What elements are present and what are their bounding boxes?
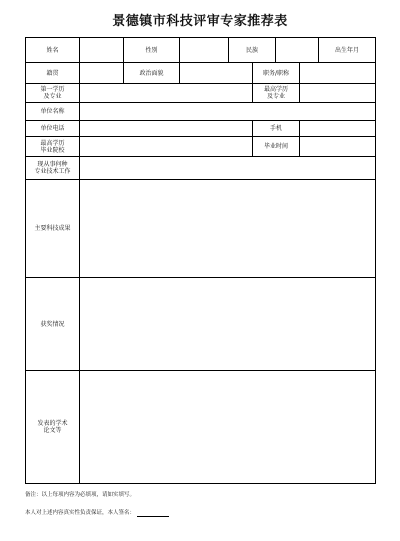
mobile-field[interactable]	[300, 121, 376, 137]
employer-label: 单位名称	[26, 103, 80, 121]
row-phones	[26, 121, 376, 137]
signature-line[interactable]	[137, 510, 169, 517]
row-papers	[26, 371, 376, 484]
political-status-label: 政治面貌	[124, 63, 180, 84]
first-degree-field[interactable]	[80, 84, 253, 103]
graduation-time-field[interactable]	[300, 137, 376, 157]
origin-label: 籍贯	[26, 63, 80, 84]
row-employer	[26, 103, 376, 121]
highest-degree-label: 最高学历 及专业	[253, 84, 300, 103]
recommendation-form-table	[25, 37, 376, 484]
name-label: 姓名	[26, 38, 80, 63]
position-title-field[interactable]	[300, 63, 376, 84]
current-work-field[interactable]	[80, 157, 376, 180]
employer-field[interactable]	[80, 103, 376, 121]
gender-label: 性别	[124, 38, 180, 63]
ethnicity-label: 民族	[229, 38, 276, 63]
ethnicity-field[interactable]	[276, 38, 319, 63]
row-achievements	[26, 180, 376, 278]
awards-label: 获奖情况	[26, 278, 80, 371]
gender-field[interactable]	[180, 38, 229, 63]
row-degrees	[26, 84, 376, 103]
work-phone-label: 单位电话	[26, 121, 80, 137]
graduation-time-label: 毕业时间	[253, 137, 300, 157]
origin-field[interactable]	[80, 63, 124, 84]
achievements-field[interactable]	[80, 180, 376, 278]
commitment-statement	[25, 510, 375, 517]
highest-school-field[interactable]	[80, 137, 253, 157]
mobile-label: 手机	[253, 121, 300, 137]
name-field[interactable]	[80, 38, 124, 63]
highest-degree-field[interactable]	[300, 84, 376, 103]
footer-note: 备注：以上每项内容为必填项，请如实填写。	[25, 492, 136, 498]
row-basic-info	[26, 38, 376, 63]
commitment-text: 本人对上述内容真实性负责保证，本人签名：	[25, 510, 136, 516]
position-title-label: 职务/职称	[253, 63, 300, 84]
papers-field[interactable]	[80, 371, 376, 484]
row-current-work	[26, 157, 376, 180]
highest-school-label: 最高学历 毕业院校	[26, 137, 80, 157]
papers-label: 发表的学术 论文等	[26, 371, 80, 484]
achievements-label: 主要科技成果	[26, 180, 80, 278]
work-phone-field[interactable]	[80, 121, 253, 137]
row-origin	[26, 63, 376, 84]
political-status-field[interactable]	[180, 63, 253, 84]
row-awards	[26, 278, 376, 371]
first-degree-label: 第一学历 及专业	[26, 84, 80, 103]
current-work-label: 现从事何种 专业技术工作	[26, 157, 80, 180]
page-title: 景德镇市科技评审专家推荐表	[112, 14, 288, 29]
birth-date-label: 出生年月	[319, 38, 376, 63]
row-graduation	[26, 137, 376, 157]
awards-field[interactable]	[80, 278, 376, 371]
